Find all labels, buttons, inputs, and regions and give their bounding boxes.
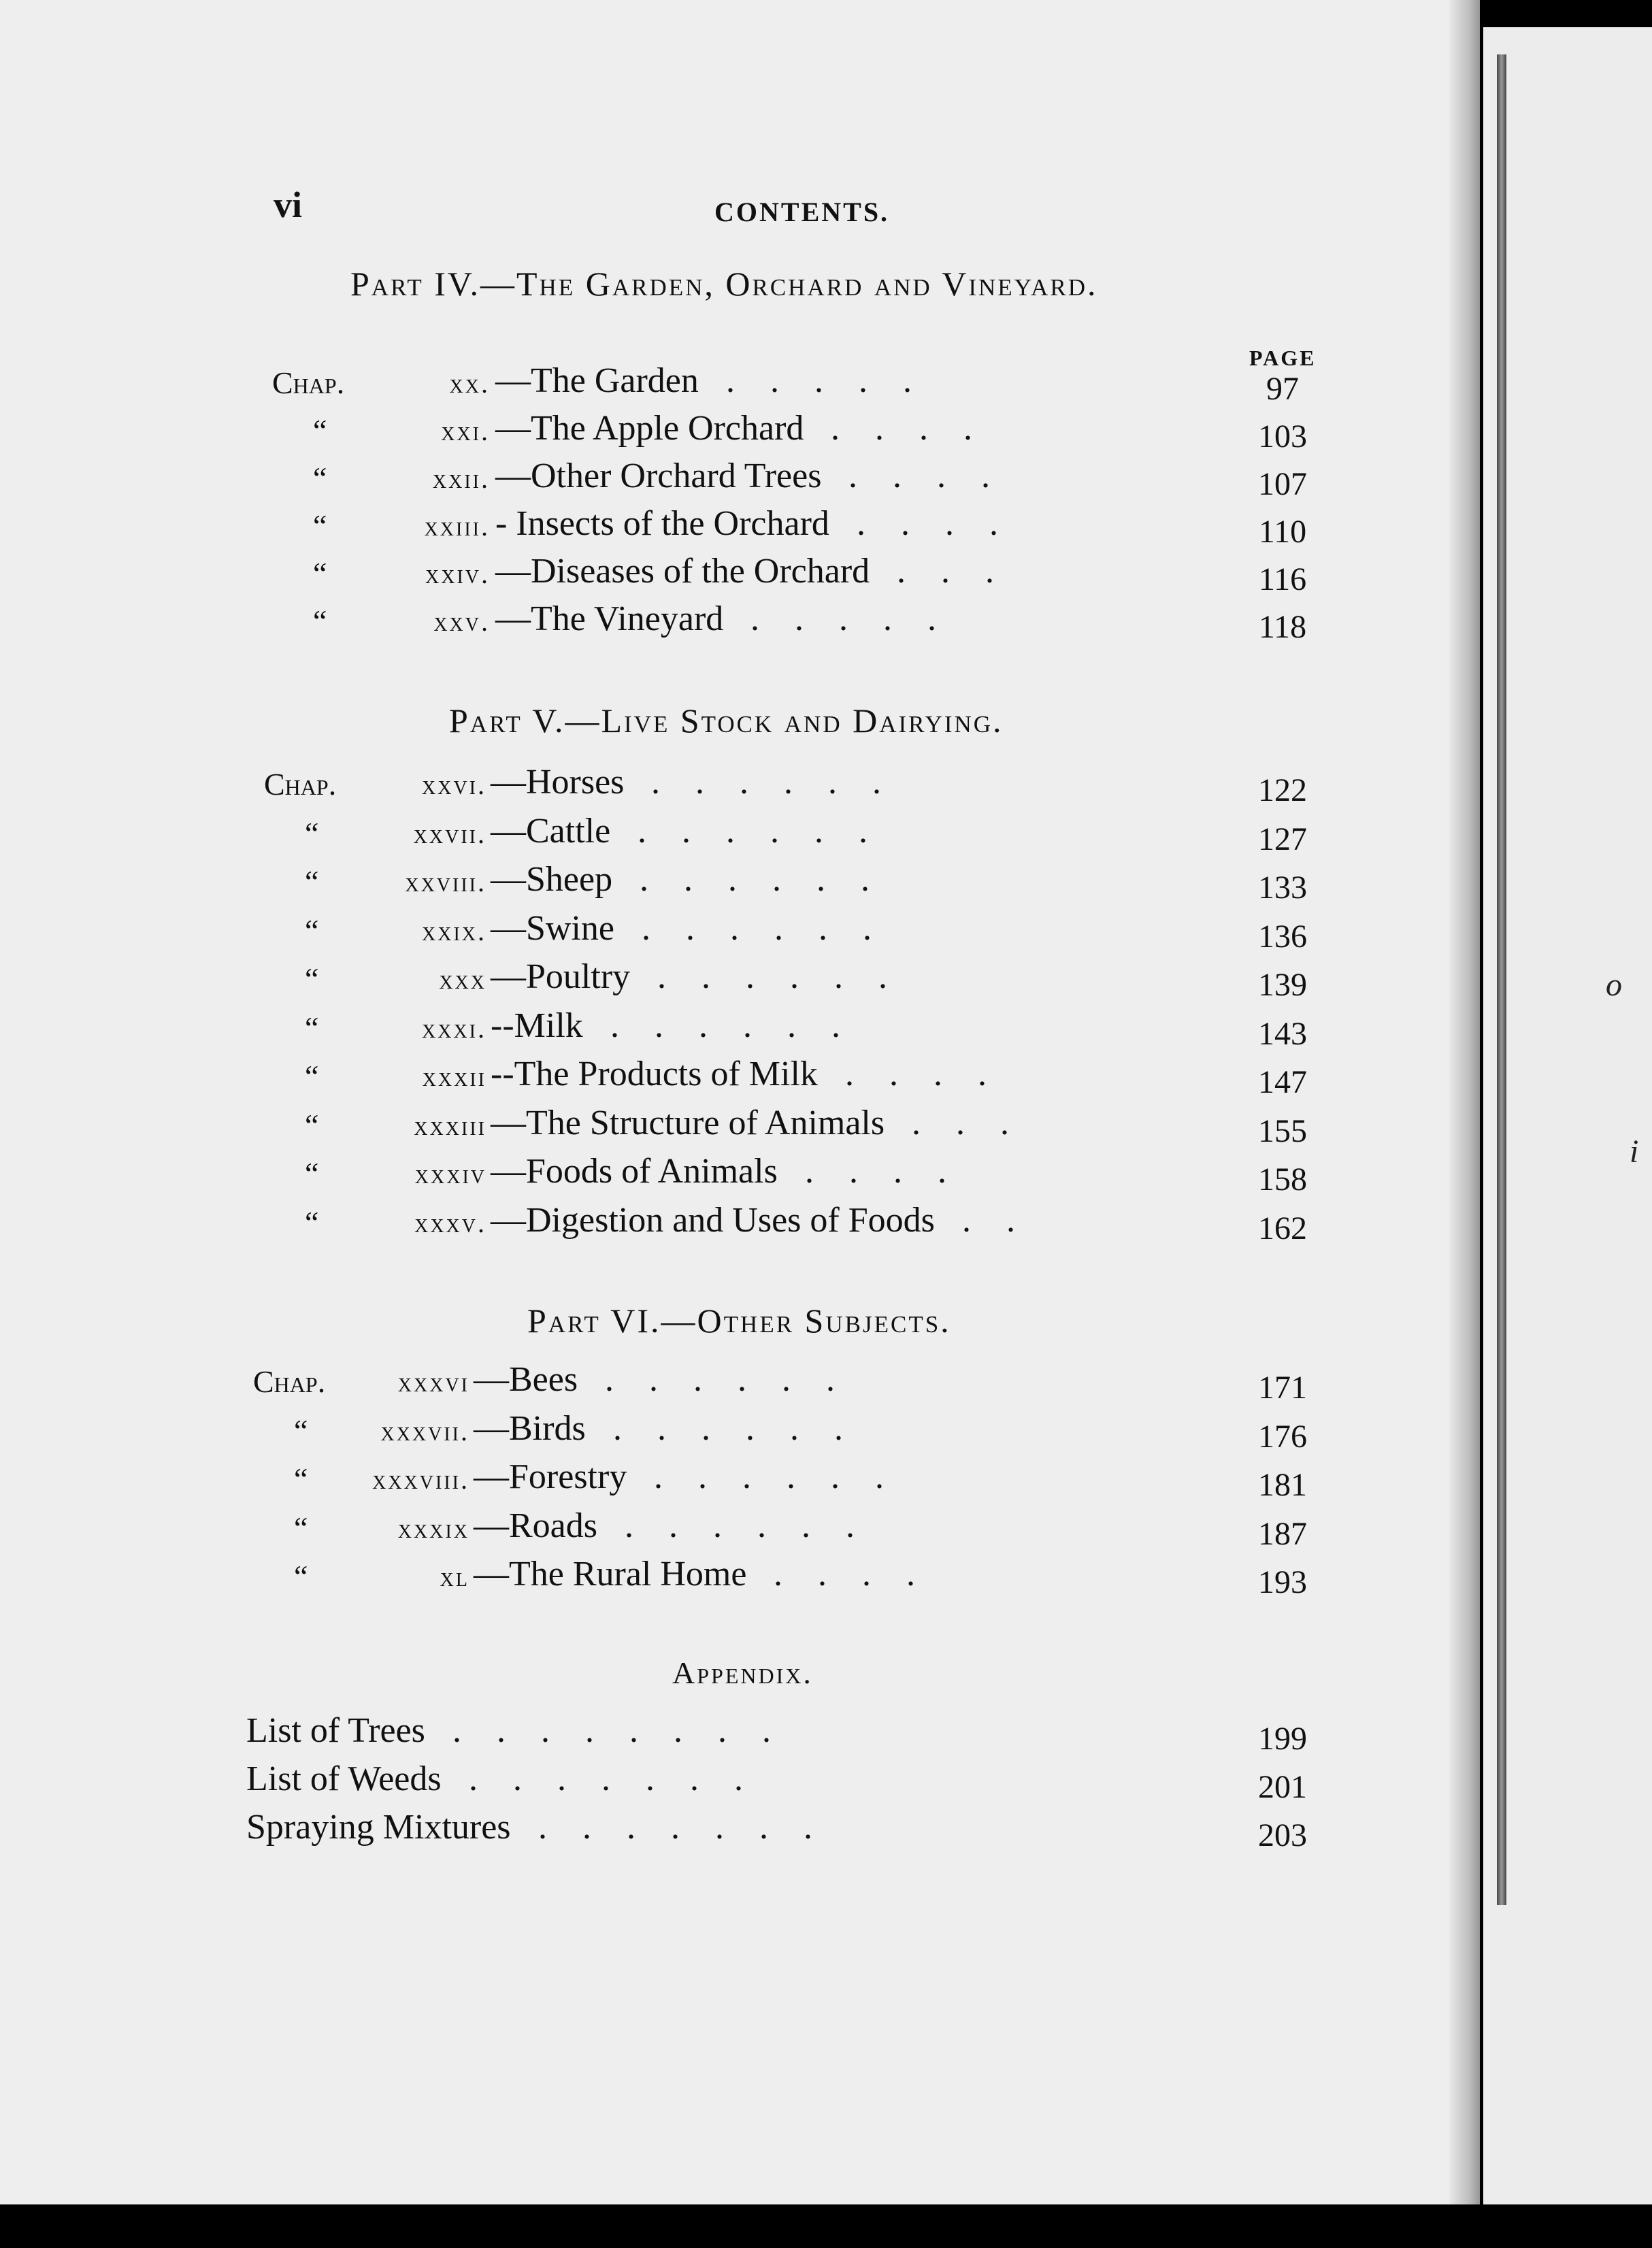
chapter-lead: “ — [305, 1108, 319, 1142]
chapter-number: xxxviii. — [372, 1464, 469, 1495]
chapter-title: - Insects of the Orchard — [495, 504, 829, 543]
page-ref: 176 — [1258, 1419, 1307, 1455]
leader-dots: .... — [848, 457, 1025, 495]
toc-entry — [0, 1759, 1480, 1806]
appendix-item-title: List of Trees — [246, 1711, 425, 1750]
chapter-number: xxxiv — [414, 1159, 486, 1189]
toc-entry — [0, 599, 1480, 646]
leader-dots: ... — [912, 1104, 1044, 1142]
leader-dots: ...... — [640, 860, 905, 899]
toc-entry — [0, 361, 1480, 408]
toc-entry — [0, 503, 1480, 551]
page-column-header: PAGE — [1249, 346, 1317, 370]
toc-entry — [0, 1710, 1480, 1758]
chapter-number: xxxix — [397, 1513, 469, 1544]
chapter-title: —Forestry — [474, 1457, 627, 1496]
leader-dots: .... — [805, 1152, 982, 1191]
toc-entry — [0, 456, 1480, 503]
page-ref: 103 — [1258, 418, 1307, 454]
page-ref: 118 — [1258, 609, 1307, 645]
appendix-title: Appendix. — [672, 1655, 813, 1690]
chapter-lead: “ — [305, 816, 319, 850]
toc-entry — [0, 1151, 1480, 1199]
leader-dots: ...... — [654, 1457, 919, 1496]
page-ref: 139 — [1258, 967, 1307, 1003]
chapter-number: xxx — [439, 964, 486, 995]
chapter-title: —Foods of Animals — [491, 1152, 778, 1191]
leader-dots: ...... — [651, 763, 916, 801]
chapter-number: xxxv. — [414, 1208, 486, 1238]
facing-page-fragment: i — [1630, 1134, 1639, 1170]
chapter-lead: Chap. — [272, 365, 345, 400]
leader-dots: ...... — [657, 957, 923, 996]
toc-entry — [0, 762, 1480, 810]
toc-entry — [0, 1200, 1480, 1248]
leader-dots: ...... — [642, 909, 907, 948]
chapter-title: —Diseases of the Orchard — [495, 552, 870, 591]
chapter-title: —Other Orchard Trees — [495, 457, 822, 495]
chapter-lead: “ — [294, 1413, 308, 1448]
facing-page-strip — [1483, 27, 1652, 2204]
chapter-lead: “ — [313, 604, 327, 638]
chapter-number: xx. — [449, 368, 490, 399]
chapter-lead: “ — [305, 1205, 319, 1240]
leader-dots: ..... — [750, 599, 972, 638]
page-ref: 147 — [1258, 1064, 1307, 1100]
leader-dots: .. — [962, 1201, 1051, 1240]
chapter-title: --The Products of Milk — [491, 1055, 818, 1093]
page-ref: 203 — [1258, 1817, 1307, 1853]
chapter-number: xxviii. — [405, 867, 486, 897]
page-ref: 199 — [1258, 1721, 1307, 1757]
chapter-title: —Swine — [491, 909, 614, 948]
chapter-lead: “ — [313, 413, 327, 448]
chapter-number: xxxvi — [397, 1367, 469, 1398]
toc-entry — [0, 408, 1480, 456]
leader-dots: .... — [845, 1055, 1022, 1093]
chapter-lead: “ — [305, 961, 319, 996]
page-ref: 127 — [1258, 821, 1307, 857]
running-head: CONTENTS. — [714, 197, 890, 227]
chapter-lead: Chap. — [253, 1364, 326, 1399]
page-ref: 158 — [1258, 1161, 1307, 1197]
page-ref: 171 — [1258, 1370, 1307, 1406]
toc-entry — [0, 1054, 1480, 1102]
page-ref: 143 — [1258, 1016, 1307, 1052]
chapter-lead: “ — [313, 461, 327, 495]
chapter-lead: “ — [294, 1510, 308, 1545]
part-vi-title: Part VI.—Other Subjects. — [527, 1302, 951, 1340]
leader-dots: ... — [897, 552, 1029, 591]
chapter-lead: “ — [313, 508, 327, 543]
page-ref: 136 — [1258, 919, 1307, 955]
chapter-title: —Sheep — [491, 860, 613, 899]
chapter-lead: “ — [294, 1559, 308, 1593]
toc-entry — [0, 1807, 1480, 1855]
page-ref: 162 — [1258, 1210, 1307, 1246]
page-ref: 201 — [1258, 1769, 1307, 1805]
page-edge-shadow — [1449, 0, 1480, 2248]
chapter-title: —The Vineyard — [495, 599, 724, 638]
leader-dots: ...... — [613, 1409, 878, 1448]
toc-entry — [0, 957, 1480, 1004]
chapter-lead: “ — [305, 913, 319, 948]
chapter-number: xxvi. — [422, 770, 486, 800]
part-iv-title: Part IV.—The Garden, Orchard and Vineyard. — [350, 265, 1098, 303]
chapter-number: xxii. — [432, 463, 490, 494]
toc-entry — [0, 1006, 1480, 1053]
part-v-title: Part V.—Live Stock and Dairying. — [449, 701, 1004, 740]
chapter-title: —The Garden — [495, 361, 699, 400]
chapter-lead: “ — [305, 1156, 319, 1191]
leader-dots: ..... — [726, 361, 947, 400]
chapter-lead: “ — [313, 556, 327, 591]
chapter-title: —Digestion and Uses of Foods — [491, 1201, 935, 1240]
leader-dots: .... — [774, 1555, 951, 1593]
page-ref: 122 — [1258, 772, 1307, 808]
page-ref: 133 — [1258, 870, 1307, 906]
toc-entry — [0, 908, 1480, 956]
chapter-title: —Poultry — [491, 957, 631, 996]
chapter-number: xxxiii — [414, 1110, 486, 1141]
leader-dots: ...... — [605, 1360, 870, 1399]
appendix-item-title: List of Weeds — [246, 1759, 442, 1798]
book-spine — [1497, 54, 1506, 1905]
leader-dots: .... — [831, 409, 1008, 448]
chapter-title: —Cattle — [491, 812, 611, 850]
leader-dots: ........ — [452, 1711, 806, 1750]
chapter-number: xxvii. — [413, 819, 486, 849]
facing-page-fragment: o — [1606, 967, 1622, 1003]
page-ref: 107 — [1258, 466, 1307, 502]
chapter-title: —Bees — [474, 1360, 578, 1399]
chapter-title: —The Rural Home — [474, 1555, 747, 1593]
page-ref: 116 — [1258, 561, 1307, 597]
chapter-number: xxix. — [422, 916, 486, 946]
chapter-title: —The Apple Orchard — [495, 409, 804, 448]
chapter-number: xxv. — [433, 606, 490, 637]
leader-dots: ...... — [638, 812, 903, 850]
leader-dots: ...... — [610, 1006, 876, 1045]
toc-entry — [0, 811, 1480, 859]
page-ref: 110 — [1258, 514, 1307, 550]
chapter-number: xxxii — [422, 1061, 486, 1092]
leader-dots: ....... — [469, 1759, 778, 1798]
page-ref: 155 — [1258, 1113, 1307, 1149]
chapter-title: —Roads — [474, 1506, 597, 1545]
toc-entry — [0, 1506, 1480, 1553]
chapter-number: xxiv. — [425, 559, 490, 589]
page-ref: 97 — [1266, 371, 1299, 407]
toc-entry — [0, 1408, 1480, 1456]
chapter-number: xxiii. — [424, 511, 490, 542]
chapter-number: xxi. — [441, 416, 490, 446]
leader-dots: .... — [857, 504, 1034, 543]
appendix-item-title: Spraying Mixtures — [246, 1808, 511, 1847]
toc-entry — [0, 1554, 1480, 1602]
scan-border — [0, 2204, 1652, 2248]
leader-dots: ....... — [538, 1808, 848, 1847]
chapter-lead: “ — [294, 1461, 308, 1496]
chapter-title: --Milk — [491, 1006, 583, 1045]
chapter-title: —Horses — [491, 763, 625, 801]
chapter-lead: “ — [305, 1010, 319, 1045]
leader-dots: ...... — [625, 1506, 890, 1545]
chapter-number: xl — [440, 1561, 469, 1592]
chapter-number: xxxi. — [422, 1013, 486, 1044]
page-ref: 187 — [1258, 1516, 1307, 1552]
chapter-lead: “ — [305, 1059, 319, 1093]
chapter-title: —Birds — [474, 1409, 586, 1448]
chapter-number: xxxvii. — [380, 1416, 469, 1447]
chapter-title: —The Structure of Animals — [491, 1104, 885, 1142]
toc-entry — [0, 1359, 1480, 1407]
chapter-lead: Chap. — [264, 767, 337, 801]
toc-entry — [0, 551, 1480, 599]
toc-entry — [0, 859, 1480, 907]
page-ref: 193 — [1258, 1564, 1307, 1600]
page-number: vi — [274, 184, 303, 225]
toc-entry — [0, 1457, 1480, 1504]
page-ref: 181 — [1258, 1467, 1307, 1503]
toc-entry — [0, 1103, 1480, 1151]
chapter-lead: “ — [305, 864, 319, 899]
